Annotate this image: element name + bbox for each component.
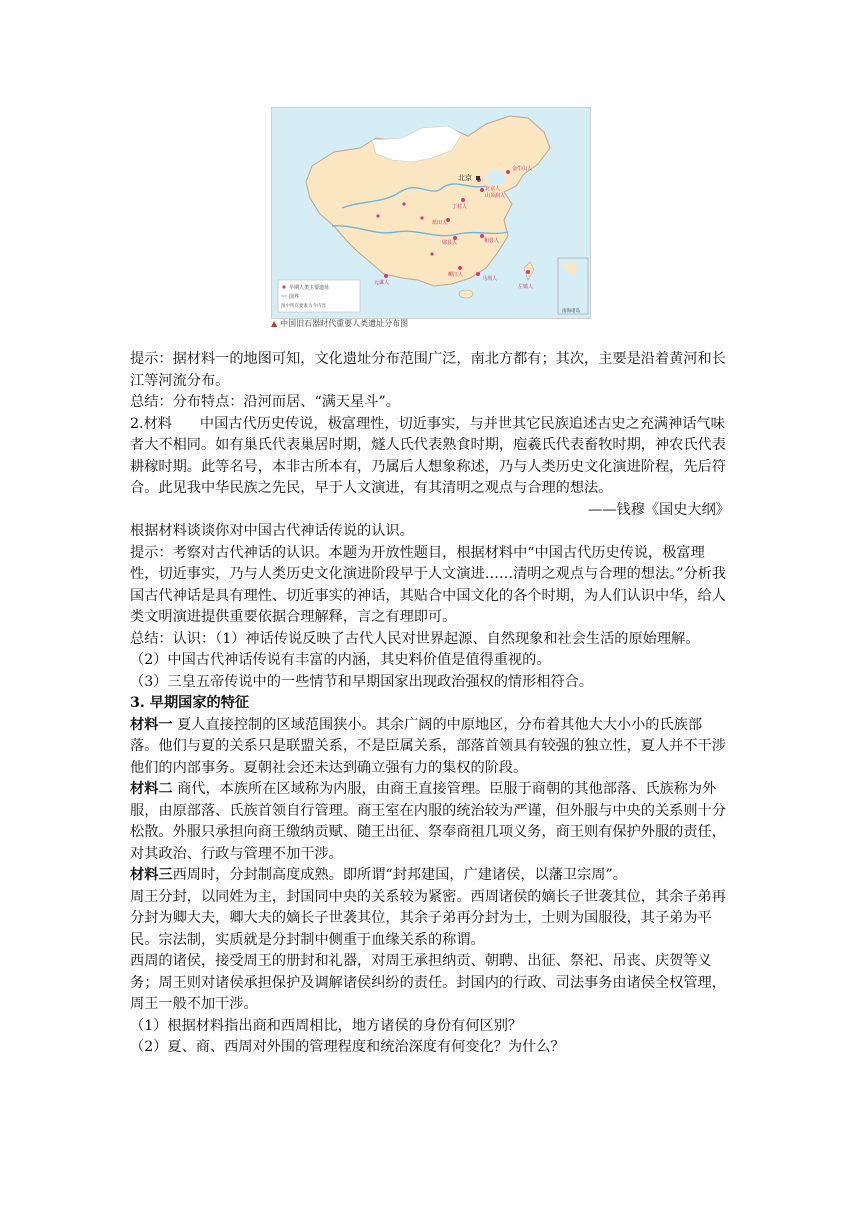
site-label: 左镇人 bbox=[518, 284, 534, 290]
site-label: 金牛山人 bbox=[512, 166, 533, 172]
question-2-source: ——钱穆《国史大纲》 bbox=[588, 501, 730, 518]
legend-item: 国界 bbox=[289, 294, 300, 300]
section-3-title: 3. 早期国家的特征 bbox=[130, 695, 250, 711]
caption-text: 中国旧石器时代重要人类遗址分布图 bbox=[280, 319, 409, 328]
china-site-map bbox=[271, 107, 591, 319]
material-3-text: 西周时，分封制高度成熟。即所谓“封邦建国，广建诸侯，以藩卫宗周”。 bbox=[172, 867, 627, 883]
question-2-prompt: 根据材料谈谈你对中国古代神话传说的认识。 bbox=[130, 523, 414, 539]
site-label: 蓝田人 bbox=[432, 220, 448, 226]
site-label: 北京人 bbox=[485, 186, 501, 192]
question-3-1: （1）根据材料指出商和西周相比，地方诸侯的身份有何区别？ bbox=[130, 1017, 523, 1034]
material-3-label: 材料三 bbox=[130, 867, 173, 883]
material-3-paragraph-2: 周王分封，以同姓为主，封国同中央的关系较为紧密。西周诸侯的嫡长子世袭其位，其余子弟再分封为卿大夫，卿大夫的嫡长子世袭其位，其余子弟再分封为士，士则为国服役，其子弟为平民。宗法制，实质就是分封制中侧重于血缘关系的称谓。 bbox=[130, 888, 726, 948]
legend-item: 图中所有要素为今内容 bbox=[281, 303, 326, 308]
svg-text:南海诸岛: 南海诸岛 bbox=[562, 308, 580, 313]
summary-2: 总结：认识：（1）神话传说反映了古代人民对世界起源、自然现象和社会生活的原始理解。 bbox=[130, 630, 700, 647]
material-2-text: 商代，本族所在区域称为内服，由商王直接管理。臣服于商朝的其他部落、氏族称为外服，由原部落、氏族首领自行管理。商王室在内服的统治较为严谨，但外服与中央的关系则十分松散。外服只承担向商王缴纳贡赋、随王出征、祭奉商祖几项义务，商王则有保护外服的责任，对其政治、行政与管理不加干涉。 bbox=[130, 781, 726, 862]
site-label: 丁村人 bbox=[452, 204, 468, 210]
hint-1: 提示：据材料一的地图可知，文化遗址分布范围广泛，南北方都有；其次，主要是沿着黄河和长江等河流分布。 bbox=[130, 351, 726, 389]
summary-2-point-3: （3）三皇五帝传说中的一些情节和早期国家出现政治强权的情形相符合。 bbox=[130, 673, 594, 690]
site-label: 和县人 bbox=[484, 238, 500, 244]
site-label: 郧县人 bbox=[442, 240, 458, 246]
city-label: 北京 bbox=[458, 175, 472, 182]
map-caption bbox=[271, 318, 591, 329]
caption-triangle-icon: ▲ bbox=[271, 319, 278, 328]
material-1 bbox=[130, 715, 730, 780]
site-label: 马坝人 bbox=[482, 276, 498, 282]
summary-1: 总结：分布特点：沿河而居、“满天星斗”。 bbox=[130, 394, 400, 410]
question-3-2: （2）夏、商、西周对外围的管理程度和统治深度有何变化？为什么？ bbox=[130, 1039, 565, 1055]
site-label: 山顶洞人 bbox=[485, 193, 506, 199]
site-label: 柳江人 bbox=[448, 272, 464, 278]
map-legend bbox=[278, 280, 360, 312]
material-2 bbox=[130, 779, 730, 865]
material-2-label: 材料二 bbox=[130, 781, 173, 797]
south-sea-inset bbox=[558, 258, 588, 314]
material-3-paragraph-3: 西周的诸侯，接受周王的册封和礼器，对周王承担纳贡、朝聘、出征、祭祀、吊丧、庆贺等义务；周王则对诸侯承担保护及调解诸侯纠纷的责任。封国内的行政、司法事务由诸侯全权管理，周王一般不加干涉。 bbox=[130, 953, 726, 1012]
question-2-material bbox=[130, 414, 730, 500]
question-2-label: 2.材料 bbox=[130, 415, 172, 432]
map-graphic bbox=[272, 108, 590, 318]
site-label: 元谋人 bbox=[374, 280, 390, 286]
hint-2: 提示：考察对古代神话的认识。本题为开放性题目，根据材料中“中国古代历史传说，极富理性，切近事实，乃与人类历史文化演进阶段早于人文演进……清明之观点与合理的想法。”分析我国古代神话是具有理性、切近事实的神话，其贴合中国文化的各个时期，为人们认识中华，给人类文明演进提供重要依据合理解释，言之有理即可。 bbox=[130, 544, 727, 625]
legend-item: 早期人类主要遗址 bbox=[289, 285, 330, 291]
material-3 bbox=[130, 865, 730, 887]
material-1-label: 材料一 bbox=[130, 716, 173, 733]
document-body bbox=[130, 349, 730, 1059]
summary-2-point-2: （2）中国古代神话传说有丰富的内涵，其史料价值是值得重视的。 bbox=[130, 652, 551, 668]
material-1-text: 夏人直接控制的区域范围狭小。其余广阔的中原地区，分布着其他大大小小的氏族部落。他们与夏的关系只是联盟关系，不是臣属关系，部落首领具有较强的独立性，夏人并不干涉他们的内部事务。夏朝社会还未达到确立强有力的集权的阶段。 bbox=[130, 716, 726, 776]
question-2-text: 中国古代历史传说，极富理性，切近事实，与并世其它民族追述古史之充满神话气味者大不相同。如有巢氏代表巢居时期，燧人氏代表熟食时期，庖羲氏代表畜牧时期，神农氏代表耕稼时期。此等名号，本非古所本有，乃属后人想象称述，乃与人类历史文化演进阶程，先后符合。此见我中华民族之先民，早于人文演进，有其清明之观点与合理的想法。 bbox=[130, 415, 726, 496]
